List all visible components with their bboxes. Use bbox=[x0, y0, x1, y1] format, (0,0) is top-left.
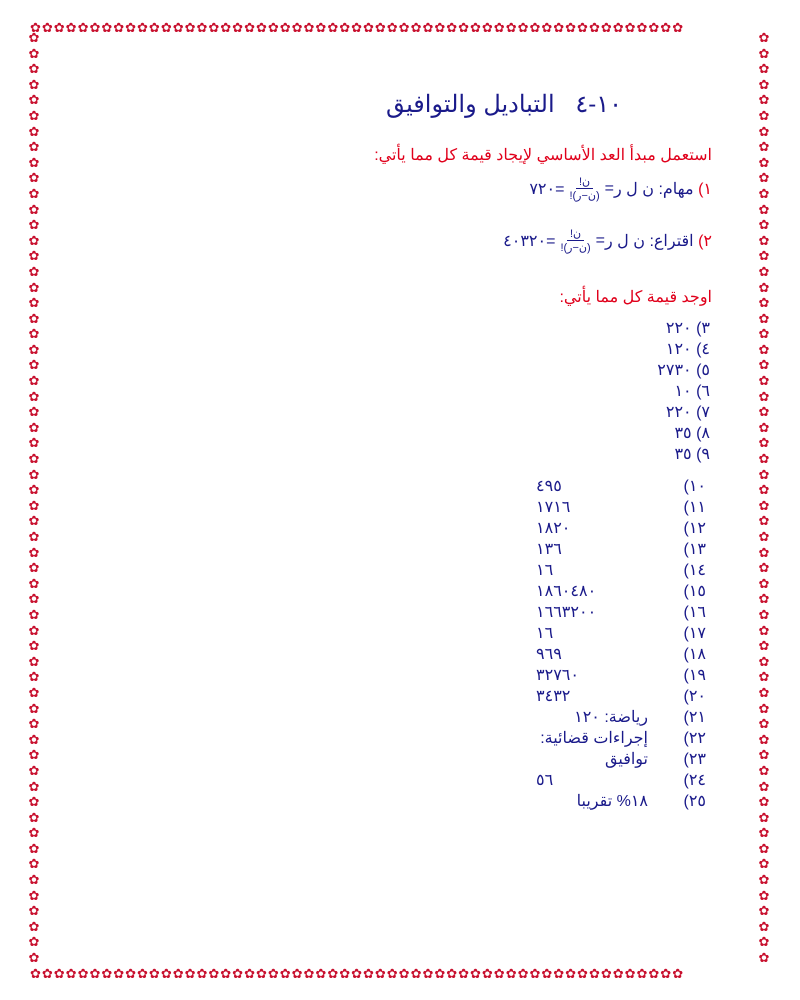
instructions-evaluate: اوجد قيمة كل مما يأتي: bbox=[559, 289, 712, 306]
formula-lhs: ن ل ر bbox=[604, 232, 645, 250]
answer-number: ١٣) bbox=[683, 541, 706, 558]
answer-item bbox=[406, 707, 706, 729]
answer-number: ٧) bbox=[696, 404, 710, 421]
short-answer-item bbox=[666, 318, 710, 338]
answer-value: ٢٢٠ bbox=[665, 404, 692, 421]
short-answer-item bbox=[657, 360, 710, 380]
fraction-denominator: (ن−ر)! bbox=[560, 242, 591, 254]
answer-number: ١٢) bbox=[683, 520, 706, 537]
answer-value: رياضة: ١٢٠ bbox=[574, 709, 648, 726]
answer-number: ٥) bbox=[696, 362, 710, 379]
formula-fraction bbox=[566, 175, 602, 202]
answer-value: ٥٦ bbox=[536, 772, 554, 789]
answer-value: ١٨٢٠ bbox=[536, 520, 571, 537]
answer-value: ٣٢٧٦٠ bbox=[536, 667, 579, 684]
answer-item bbox=[406, 560, 706, 582]
short-answer-item bbox=[666, 402, 710, 422]
formula-label: مهام: bbox=[658, 180, 694, 198]
answer-value: ٣٤٣٢ bbox=[536, 688, 571, 705]
answer-value: ١٠ bbox=[674, 383, 692, 400]
answer-value: ١٢٠ bbox=[665, 341, 692, 358]
title-number: ١٠-٤ bbox=[575, 91, 622, 118]
answer-number: ١١) bbox=[683, 499, 706, 516]
border-bottom: ✿✿✿✿✿✿✿✿✿✿✿✿✿✿✿✿✿✿✿✿✿✿✿✿✿✿✿✿✿✿✿✿✿✿✿✿✿✿✿✿✿✿✿✿✿✿✿✿✿✿✿✿✿✿✿ bbox=[30, 966, 685, 981]
answer-number: ١٨) bbox=[683, 646, 706, 663]
answer-item bbox=[406, 623, 706, 645]
formula-label: اقتراع: bbox=[649, 232, 694, 250]
answer-item bbox=[406, 791, 706, 813]
answer-item bbox=[406, 539, 706, 561]
answer-number: ١٤) bbox=[683, 562, 706, 579]
answer-item bbox=[406, 518, 706, 540]
formula-result: =٤٠٣٢٠ bbox=[503, 232, 556, 250]
answer-item bbox=[406, 644, 706, 666]
answer-number: ٨) bbox=[696, 425, 710, 442]
answer-value: ١٨٦٠٤٨٠ bbox=[536, 583, 597, 600]
answer-value: ١٦ bbox=[536, 625, 554, 642]
answer-number: ١٩) bbox=[683, 667, 706, 684]
answer-number: ٢١) bbox=[683, 709, 706, 726]
answer-value: ١٣٦ bbox=[536, 541, 562, 558]
answer-value: ٣٥ bbox=[674, 425, 692, 442]
answer-number: ٩) bbox=[696, 446, 710, 463]
answer-item bbox=[406, 728, 706, 750]
answer-value: ٤٩٥ bbox=[536, 478, 562, 495]
answer-value: إجراءات قضائية: bbox=[540, 730, 648, 747]
answer-number: ١٥) bbox=[683, 583, 706, 600]
answer-value: ٢٢٠ bbox=[665, 320, 692, 337]
answer-number: ١٦) bbox=[683, 604, 706, 621]
short-answer-item bbox=[674, 381, 710, 401]
answer-value: ٣٥ bbox=[674, 446, 692, 463]
short-answer-item bbox=[674, 444, 710, 464]
answer-number: ٢٢) bbox=[683, 730, 706, 747]
answer-item bbox=[406, 476, 706, 498]
answer-number: ٦) bbox=[696, 383, 710, 400]
border-right: ✿ ✿ ✿ ✿ ✿ ✿ ✿ ✿ ✿ ✿ ✿ ✿ ✿ ✿ ✿ ✿ ✿ ✿ ✿ ✿ ✿ ✿ ✿ ✿ ✿ ✿ ✿ ✿ ✿ ✿ ✿ ✿ ✿ ✿ ✿ ✿ ✿ ✿ ✿ ✿ ✿ ✿ ✿ ✿ ✿ ✿ ✿ ✿ ✿ ✿ ✿ ✿ ✿ ✿ ✿ ✿ ✿ ✿ ✿ ✿ bbox=[758, 30, 770, 966]
formula-fraction bbox=[557, 227, 593, 254]
formula-row-2: ٢) اقتراع: ن ل ر = $\frac{\text{ن!}}{\text{(ن−ر)!}}$ =٤٠٣٢٠ bbox=[503, 228, 712, 254]
title-text: التباديل والتوافيق bbox=[386, 91, 555, 118]
border-left: ✿ ✿ ✿ ✿ ✿ ✿ ✿ ✿ ✿ ✿ ✿ ✿ ✿ ✿ ✿ ✿ ✿ ✿ ✿ ✿ ✿ ✿ ✿ ✿ ✿ ✿ ✿ ✿ ✿ ✿ ✿ ✿ ✿ ✿ ✿ ✿ ✿ ✿ ✿ ✿ ✿ ✿ ✿ ✿ ✿ ✿ ✿ ✿ ✿ ✿ ✿ ✿ ✿ ✿ ✿ ✿ ✿ ✿ ✿ ✿ bbox=[28, 30, 40, 966]
answer-item bbox=[406, 686, 706, 708]
answer-value: ١٦٦٣٢٠٠ bbox=[536, 604, 597, 621]
answer-value: توافيق bbox=[605, 751, 648, 768]
fraction-numerator: ن! bbox=[567, 227, 584, 241]
short-answer-item bbox=[666, 339, 710, 359]
formula-row-1: ١) مهام: ن ل ر = $\frac{\text{ن!}}{\text{(ن−ر)!}}$ =٧٢٠ bbox=[529, 176, 712, 202]
fraction-numerator: ن! bbox=[576, 175, 593, 189]
answer-item bbox=[406, 602, 706, 624]
short-answer-item bbox=[674, 423, 710, 443]
answer-value: ١٧١٦ bbox=[536, 499, 571, 516]
answer-value: ٩٦٩ bbox=[536, 646, 562, 663]
answer-number: ٢٠) bbox=[683, 688, 706, 705]
formula-lhs: ن ل ر bbox=[614, 180, 654, 198]
instructions-counting: استعمل مبدأ العد الأساسي لإيجاد قيمة كل مما يأتي: bbox=[374, 147, 712, 164]
answer-number: ٢٣) bbox=[683, 751, 706, 768]
formula-result: =٧٢٠ bbox=[529, 180, 565, 198]
answer-item bbox=[406, 665, 706, 687]
answer-number: ٢٤) bbox=[683, 772, 706, 789]
answer-value: ١٦ bbox=[536, 562, 554, 579]
answer-number: ١٧) bbox=[683, 625, 706, 642]
answer-item bbox=[406, 770, 706, 792]
border-top: ✿✿✿✿✿✿✿✿✿✿✿✿✿✿✿✿✿✿✿✿✿✿✿✿✿✿✿✿✿✿✿✿✿✿✿✿✿✿✿✿✿✿✿✿✿✿✿✿✿✿✿✿✿✿✿ bbox=[30, 20, 685, 35]
answer-item bbox=[406, 581, 706, 603]
formula-number: ١) bbox=[698, 180, 712, 198]
answer-item bbox=[406, 749, 706, 771]
page-title bbox=[386, 90, 622, 119]
answer-item bbox=[406, 497, 706, 519]
answer-number: ٣) bbox=[696, 320, 710, 337]
answer-number: ٤) bbox=[696, 341, 710, 358]
answer-value: ٢٧٣٠ bbox=[657, 362, 692, 379]
answer-value: ١٨% تقريبا bbox=[576, 793, 648, 810]
answer-number: ٢٥) bbox=[683, 793, 706, 810]
formula-number: ٢) bbox=[698, 232, 712, 250]
answer-number: ١٠) bbox=[683, 478, 706, 495]
fraction-denominator: (ن−ر)! bbox=[569, 190, 600, 202]
